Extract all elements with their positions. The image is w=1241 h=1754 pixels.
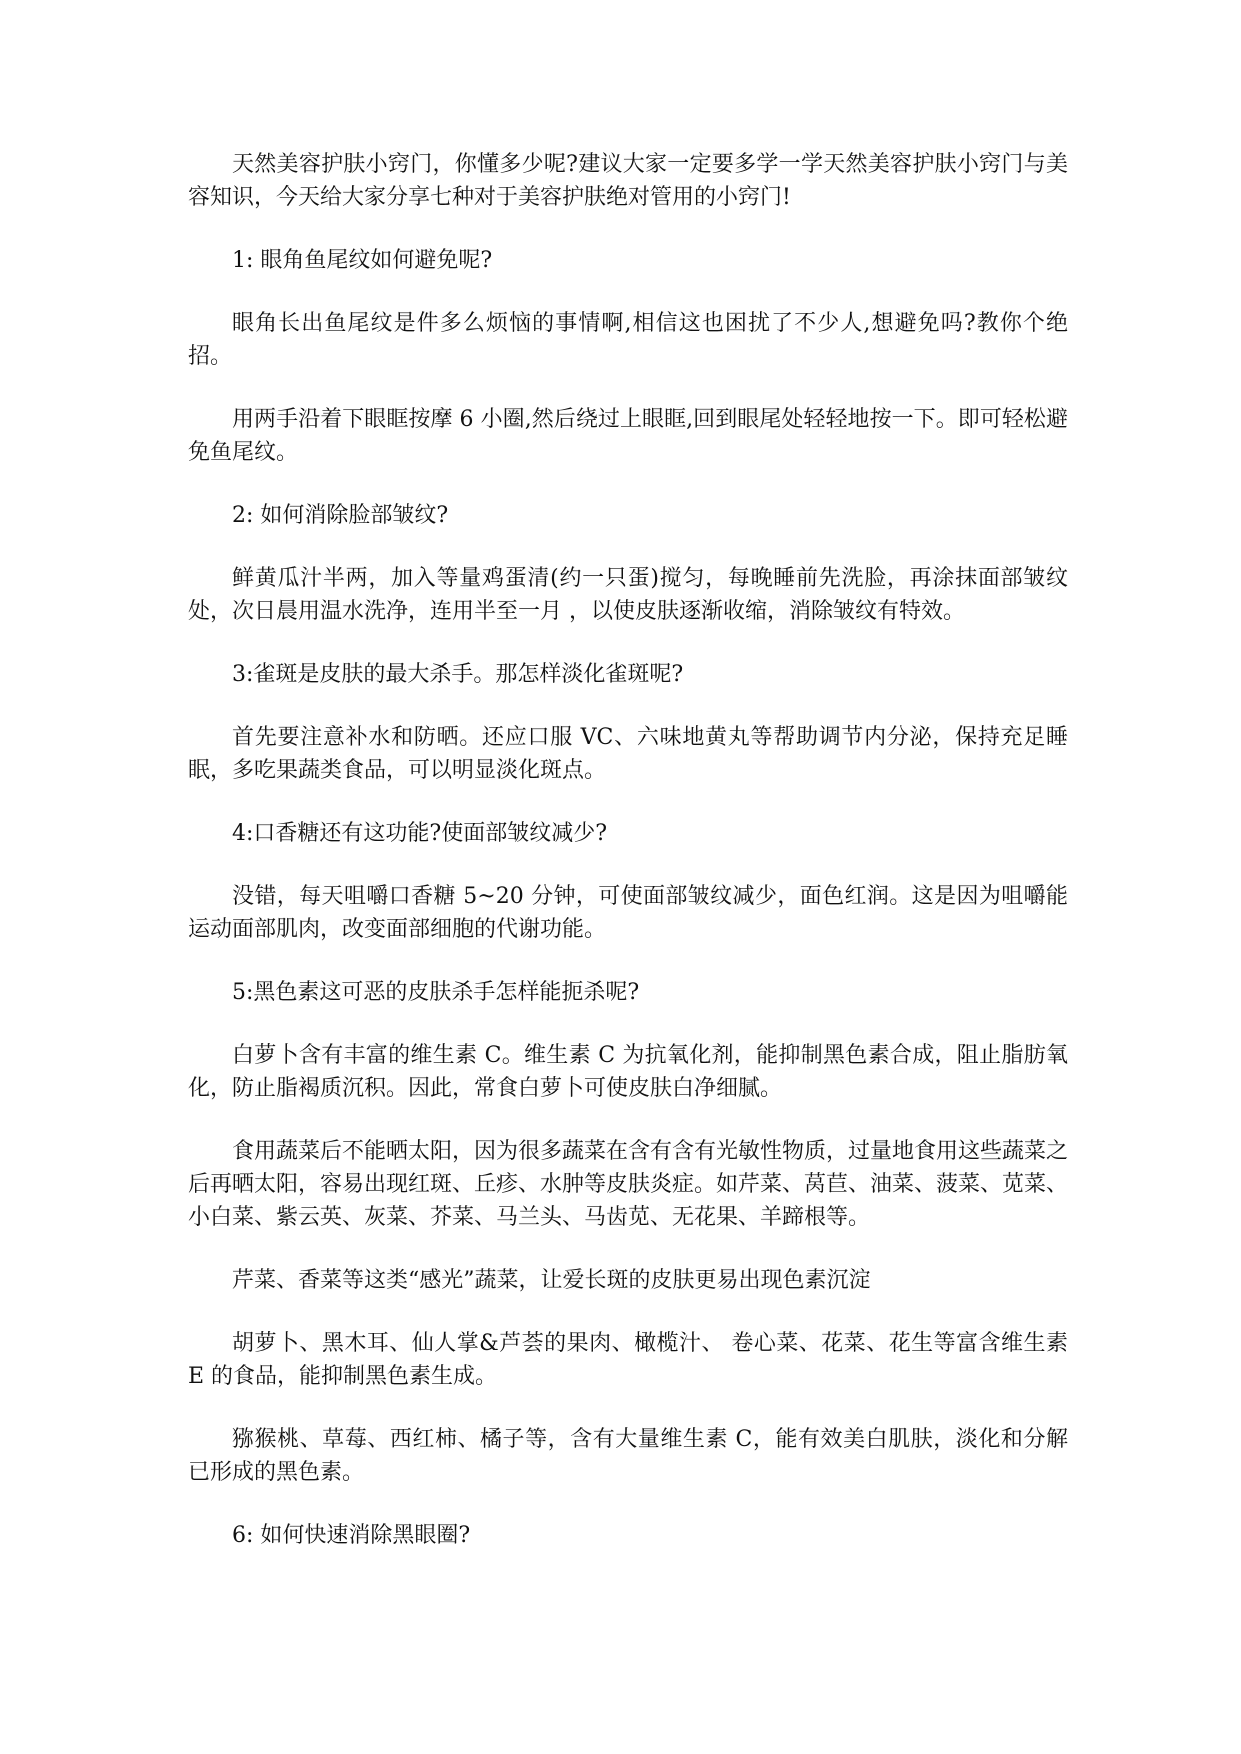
heading-tip-6: 6: 如何快速消除黑眼圈? (232, 1523, 471, 1548)
tip-3-paragraph: 首先要注意补水和防晒。还应口服 VC、六味地黄丸等帮助调节内分泌，保持充足睡眠，多吃果蔬类食品，可以明显淡化斑点。 (188, 725, 1068, 783)
tip-5-paragraph-4: 胡萝卜、黑木耳、仙人掌&芦荟的果肉、橄榄汁、 卷心菜、花菜、花生等富含维生素 E 的食品，能抑制黑色素生成。 (188, 1331, 1075, 1389)
tip-1-paragraph-1: 眼角长出鱼尾纹是件多么烦恼的事情啊,相信这也困扰了不少人,想避免吗?教你个绝招。 (188, 311, 1068, 369)
tip-4-paragraph: 没错，每天咀嚼口香糖 5~20 分钟，可使面部皱纹减少，面色红润。这是因为咀嚼能运动面部肌肉，改变面部细胞的代谢功能。 (188, 884, 1068, 942)
tip-2-paragraph: 鲜黄瓜汁半两，加入等量鸡蛋清(约一只蛋)搅匀，每晚睡前先洗脸，再涂抹面部皱纹处，次日晨用温水洗净，连用半至一月 ，以使皮肤逐渐收缩，消除皱纹有特效。 (188, 566, 1068, 624)
tip-5-paragraph-5: 猕猴桃、草莓、西红柿、橘子等，含有大量维生素 C，能有效美白肌肤，淡化和分解已形成的黑色素。 (188, 1427, 1068, 1485)
tip-5-paragraph-2: 食用蔬菜后不能晒太阳，因为很多蔬菜在含有含有光敏性物质，过量地食用这些蔬菜之后再晒太阳，容易出现红斑、丘疹、水肿等皮肤炎症。如芹菜、莴苣、油菜、菠菜、苋菜、小白菜、紫云英、灰菜、芥菜、马兰头、马齿苋、无花果、羊蹄根等。 (188, 1139, 1069, 1230)
heading-tip-2: 2: 如何消除脸部皱纹? (232, 503, 449, 528)
intro-paragraph: 天然美容护肤小窍门，你懂多少呢?建议大家一定要多学一学天然美容护肤小窍门与美容知识，今天给大家分享七种对于美容护肤绝对管用的小窍门! (188, 152, 1068, 210)
heading-tip-1: 1: 眼角鱼尾纹如何避免呢? (232, 248, 493, 273)
tip-5-paragraph-1: 白萝卜含有丰富的维生素 C。维生素 C 为抗氧化剂，能抑制黑色素合成，阻止脂肪氧化，防止脂褐质沉积。因此，常食白萝卜可使皮肤白净细腻。 (188, 1043, 1068, 1101)
heading-tip-3: 3:雀斑是皮肤的最大杀手。那怎样淡化雀斑呢? (232, 662, 684, 687)
heading-tip-5: 5:黑色素这可恶的皮肤杀手怎样能扼杀呢? (232, 980, 640, 1005)
document-body (188, 148, 1075, 1582)
tip-1-paragraph-2: 用两手沿着下眼眶按摩 6 小圈,然后绕过上眼眶,回到眼尾处轻轻地按一下。即可轻松避免鱼尾纹。 (188, 407, 1068, 465)
tip-5-paragraph-3: 芹菜、香菜等这类“感光”蔬菜，让爱长斑的皮肤更易出现色素沉淀 (232, 1268, 871, 1293)
heading-tip-4: 4:口香糖还有这功能?使面部皱纹减少? (232, 821, 608, 846)
